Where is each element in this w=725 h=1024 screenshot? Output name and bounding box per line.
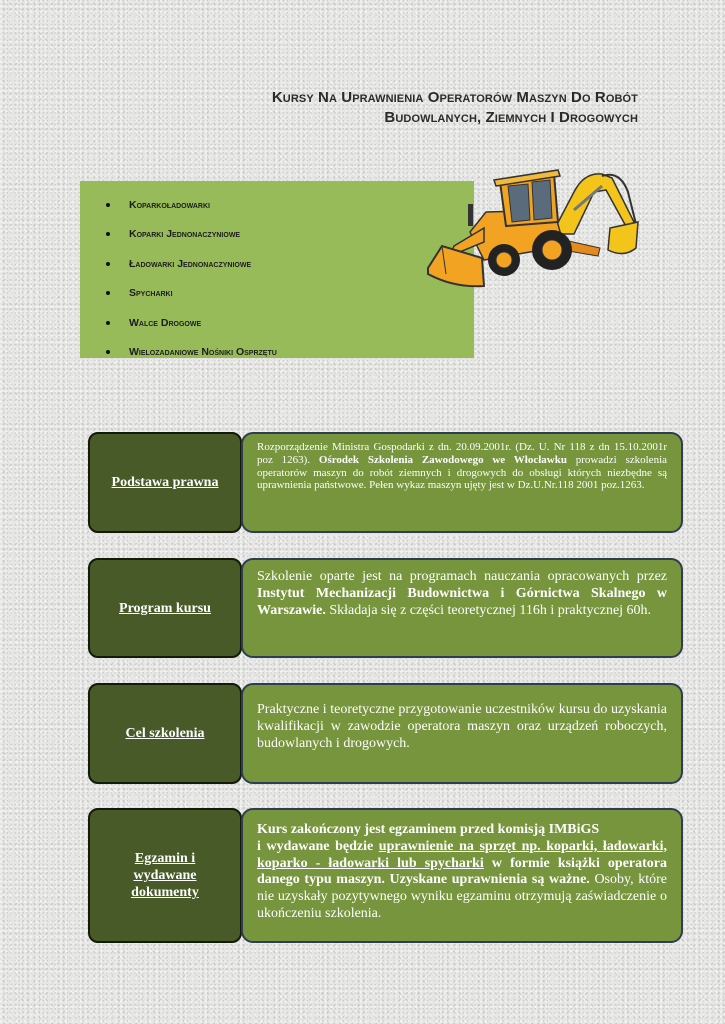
bullet-icon [106,262,110,266]
section-label-box [88,558,242,658]
goal-text: Praktyczne i teoretyczne przygotowanie uczestników kursu do uzyskania kwalifikacji w zawodzie operatora maszyn oraz urządzeń roboczych, budowlanych i drogowych. [257,702,667,751]
legal-text-3: prowadzi szkolenia operatorów maszyn do robót ziemnych i drogowych do obsługi których niezbędne są uprawnienia państwowe. Pełen wykaz maszyn ujęty jest w Dz.U.Nr.118 2001 poz.1263. [257,453,668,492]
bullet-icon [106,203,110,207]
section-label: Program kursu [119,600,211,616]
bullet-icon [106,291,110,295]
backhoe-loader-icon [424,162,642,292]
section-label: Podstawa prawna [111,475,219,490]
title-line-2: Budowlanych, Ziemnych I Drogowych [384,109,638,126]
section-label-box [88,683,242,784]
section-content-box [241,683,683,784]
section-label [131,850,199,901]
section-content-box [241,808,683,943]
label-line-1: Egzamin i [134,851,196,866]
section-label-box [88,432,242,533]
section-exam [88,808,683,943]
section-content-box [241,558,683,658]
list-item [106,338,474,368]
label-line-2: wydawane [133,868,197,883]
program-text-3: Składaja się z części teoretycznej 116h i praktycznej 60h. [325,602,652,618]
section-goal [88,683,683,784]
list-item [106,220,474,250]
list-item-label: Wielozadaniowe Nośniki Osprzętu [129,346,277,359]
program-text-1: Szkolenie oparte jest na programach nauczania opracowanych przez [257,569,667,584]
list-item-label: Walce Drogowe [129,316,202,329]
section-legal [88,432,683,533]
list-item-label: Koparki Jednonaczyniowe [129,228,241,241]
section-content-box [241,432,683,533]
list-item-label: Koparkoładowarki [129,198,210,211]
exam-text-4: w formie książki operatora danego typu maszyn. Uzyskane uprawnienia są ważne. [257,855,668,888]
section-label-box [88,808,242,943]
exam-text-2: i wydawane będzie [257,838,379,854]
bullet-icon [106,232,110,236]
list-item [106,308,474,338]
section-label: Cel szkolenia [125,726,205,741]
section-program [88,558,683,658]
list-item-label: Spycharki [129,287,173,300]
title-line-1: Kursy Na Uprawnienia Operatorów Maszyn Do Robót [271,89,638,106]
legal-text-2: Ośrodek Szkolenia Zawodowego we Włocławku [318,453,567,466]
exam-text-1: Kurs zakończony jest egzaminem przed komisją IMBiGS [257,822,600,837]
bullet-icon [106,321,110,325]
list-item [106,190,474,220]
bullet-icon [106,350,110,354]
page-title [272,88,638,128]
list-item-label: Ładowarki Jednonaczyniowe [129,257,252,270]
list-item [106,279,474,309]
exam-text-3: uprawnienie na sprzęt np. koparki, ładowarki, koparko - ładowarki lub spycharki [257,838,667,871]
list-item [106,249,474,279]
exam-text-5: Osoby, które nie uzyskały pozytywnego wyniku egzaminu otrzymują zaświadczenie o ukończeniu szkolenia. [257,872,667,921]
machine-types-list [80,181,474,367]
legal-text-1: Rozporządzenie Ministra Gospodarki z dn. 20.09.2001r. (Dz. U. Nr 118 z dn 15.10.2001r poz 1263). [257,441,667,466]
machine-types-box [80,181,474,358]
program-text-2: Instytut Mechanizacji Budownictwa i Górnictwa Skalnego w Warszawie. [257,585,667,618]
label-line-3: dokumenty [131,885,199,900]
